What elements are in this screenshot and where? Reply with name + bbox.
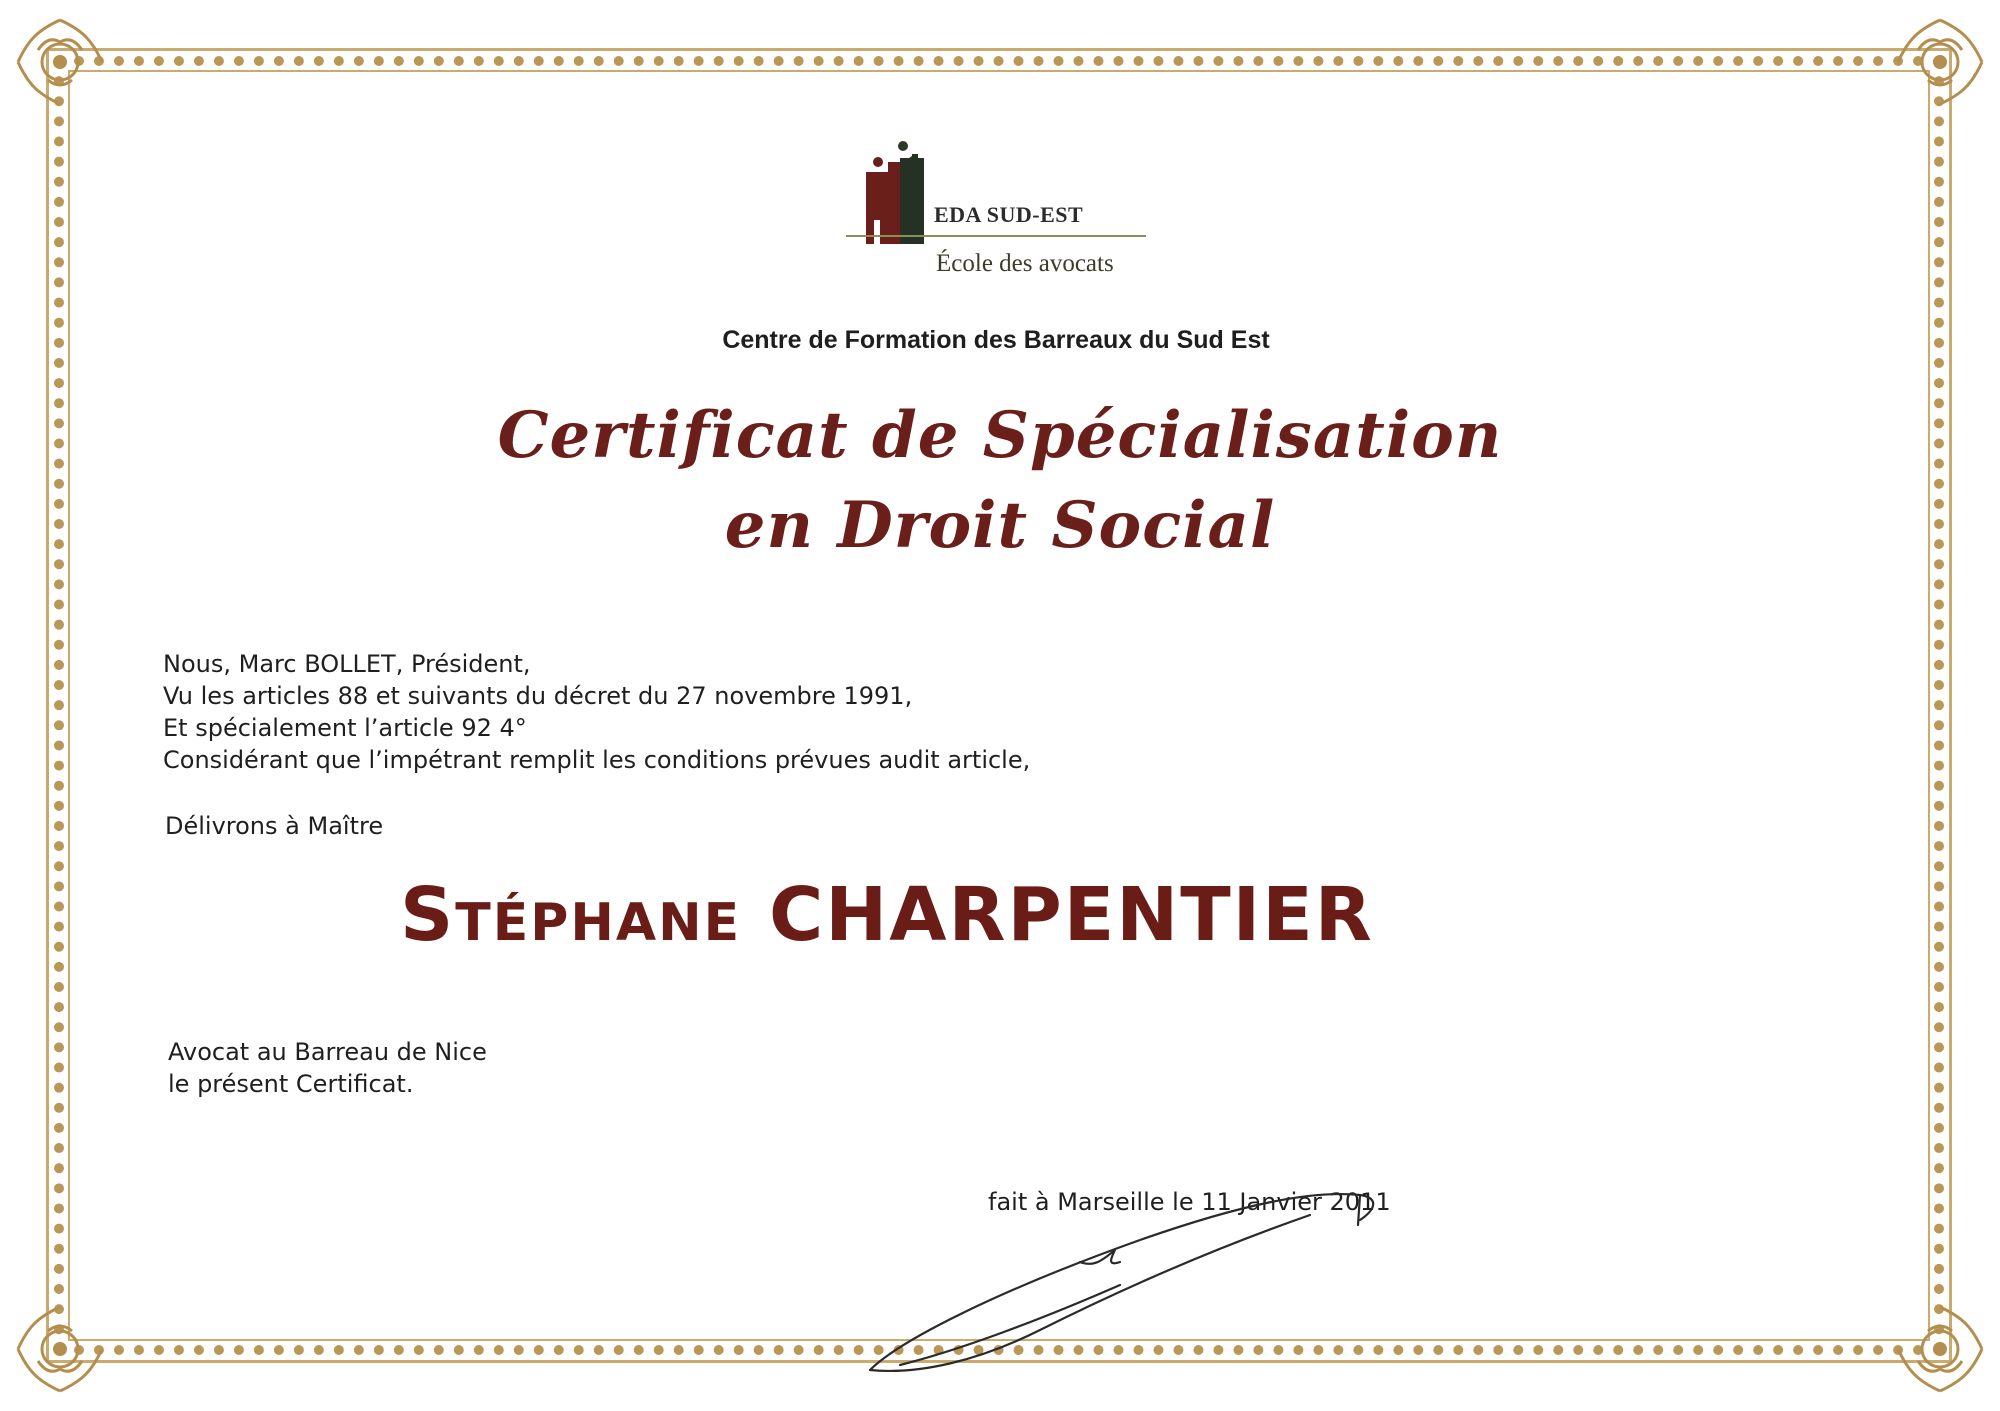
closing-line: le présent Certificat.: [168, 1070, 414, 1098]
corner-ornament-icon: [1888, 1297, 1992, 1401]
recipient-last-name: CHARPENTIER: [768, 872, 1374, 958]
corner-ornament-icon: [8, 1297, 112, 1401]
logo-subtitle: École des avocats: [936, 250, 1114, 277]
certificate-body: [163, 648, 1030, 776]
corner-ornament-icon: [1888, 10, 1992, 114]
certificate-title-line2: en Droit Social: [724, 488, 1276, 563]
signature-icon: [840, 1170, 1400, 1390]
logo: [846, 140, 1156, 290]
corner-ornament-icon: [8, 10, 112, 114]
closing-text: [168, 1036, 487, 1100]
place-date: fait à Marseille le 11 Janvier 2011: [988, 1188, 1391, 1216]
issuer-name: Centre de Formation des Barreaux du Sud Est: [722, 326, 1270, 354]
body-line: Nous, Marc BOLLET, Président,: [163, 650, 531, 678]
body-line: Considérant que l’impétrant remplit les conditions prévues audit article,: [163, 746, 1031, 774]
closing-line: Avocat au Barreau de Nice: [168, 1038, 487, 1066]
logo-rule: [846, 235, 1146, 237]
delivrons-text: Délivrons à Maître: [165, 812, 384, 840]
logo-mark-icon: [866, 140, 946, 250]
recipient-first-name: Stéphane: [400, 872, 742, 958]
recipient-name: [400, 872, 1640, 958]
body-line: Vu les articles 88 et suivants du décret du 27 novembre 1991,: [163, 682, 913, 710]
logo-name: EDA SUD-EST: [934, 202, 1084, 227]
certificate-title-line1: Certificat de Spécialisation: [497, 398, 1503, 473]
body-line: Et spécialement l’article 92 4°: [163, 714, 527, 742]
